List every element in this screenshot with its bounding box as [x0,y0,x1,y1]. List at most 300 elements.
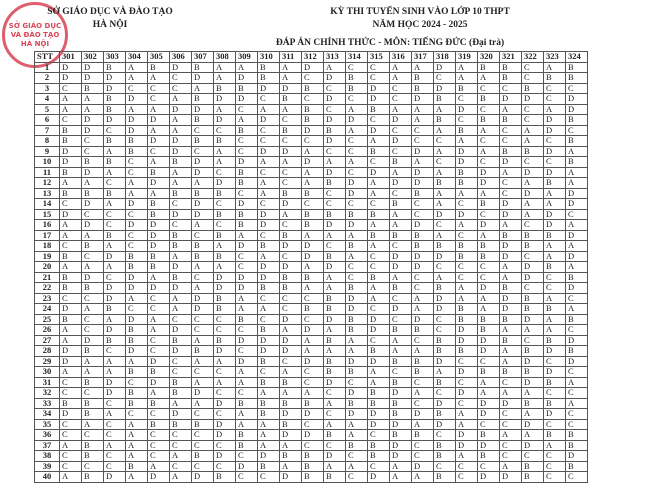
answer-cell: B [148,398,170,409]
answer-cell: D [302,356,324,367]
answer-cell: D [236,356,258,367]
answer-cell: A [390,346,412,357]
answer-cell: A [434,104,456,115]
answer-cell: C [478,356,500,367]
answer-cell: D [434,83,456,94]
answer-cell: C [456,262,478,273]
table-row [35,367,588,378]
answer-cell: A [192,283,214,294]
column-header-code: 320 [478,52,500,63]
answer-cell: B [170,230,192,241]
answer-cell: D [170,62,192,73]
answer-cell: A [302,388,324,399]
answer-cell: C [214,199,236,210]
answer-cell: C [346,146,368,157]
answer-cell: C [324,388,346,399]
answer-cell: C [390,367,412,378]
answer-cell: C [522,157,544,168]
answer-cell: B [522,367,544,378]
answer-cell: B [500,73,522,84]
answer-cell: B [192,251,214,262]
answer-cell: A [280,388,302,399]
answer-cell: A [522,430,544,441]
answer-cell: D [434,62,456,73]
answer-cell: A [214,241,236,252]
answer-cell: A [302,335,324,346]
answer-cell: A [258,440,280,451]
answer-cell: C [544,356,566,367]
answer-cell: B [236,398,258,409]
answer-cell: A [478,230,500,241]
answer-cell: D [280,262,302,273]
answer-cell: A [60,367,82,378]
answer-cell: D [170,325,192,336]
answer-cell: B [566,157,588,168]
answer-cell: A [544,314,566,325]
answer-cell: D [456,104,478,115]
answer-cell: D [126,272,148,283]
answer-cell: A [522,209,544,220]
answer-cell: D [456,430,478,441]
table-row [35,230,588,241]
answer-cell: D [192,157,214,168]
answer-cell: B [170,335,192,346]
answer-cell: A [236,230,258,241]
answer-cell: B [148,167,170,178]
answer-cell: C [412,209,434,220]
answer-cell: C [170,83,192,94]
answer-cell: B [566,430,588,441]
answer-cell: A [544,104,566,115]
answer-cell: D [412,220,434,231]
org-city: HÀ NỘI [92,20,128,30]
answer-cell: A [192,335,214,346]
answer-cell: B [258,356,280,367]
answer-cell: A [126,356,148,367]
answer-cell: D [60,304,82,315]
answer-cell: A [280,209,302,220]
answer-cell: A [60,335,82,346]
question-number: 9 [35,146,60,157]
answer-cell: B [82,157,104,168]
answer-cell: A [478,304,500,315]
answer-cell: A [434,272,456,283]
answer-cell: B [126,461,148,472]
answer-cell: D [478,167,500,178]
answer-cell: B [60,251,82,262]
answer-cell: B [280,230,302,241]
answer-cell: A [412,115,434,126]
answer-cell: D [82,62,104,73]
answer-cell: D [192,388,214,399]
answer-cell: D [456,388,478,399]
answer-cell: C [126,377,148,388]
answer-cell: C [302,136,324,147]
question-number: 27 [35,335,60,346]
answer-cell: A [522,125,544,136]
answer-cell: B [236,430,258,441]
question-number: 25 [35,314,60,325]
answer-cell: A [148,104,170,115]
answer-cell: C [126,241,148,252]
answer-cell: C [258,199,280,210]
answer-cell: C [214,367,236,378]
column-header-code: 311 [280,52,302,63]
answer-cell: D [60,209,82,220]
answer-cell: B [478,251,500,262]
answer-cell: D [522,356,544,367]
table-row [35,157,588,168]
answer-cell: D [368,314,390,325]
answer-cell: B [60,125,82,136]
answer-cell: D [324,136,346,147]
answer-cell: B [368,346,390,357]
answer-cell: A [368,293,390,304]
answer-cell: A [434,199,456,210]
answer-cell: A [302,167,324,178]
answer-cell: B [148,262,170,273]
answer-cell: A [324,230,346,241]
answer-cell: A [258,104,280,115]
answer-cell: D [192,73,214,84]
answer-cell: B [390,283,412,294]
answer-cell: B [456,241,478,252]
answer-cell: C [544,272,566,283]
answer-cell: C [412,398,434,409]
answer-cell: D [104,377,126,388]
answer-cell: A [214,146,236,157]
answer-cell: D [104,388,126,399]
answer-cell: C [522,335,544,346]
answer-cell: C [522,451,544,462]
answer-cell: A [302,262,324,273]
answer-cell: A [390,472,412,483]
answer-cell: B [280,419,302,430]
answer-cell: D [104,115,126,126]
answer-cell: A [434,167,456,178]
answer-cell: B [478,325,500,336]
answer-cell: D [500,472,522,483]
answer-cell: C [478,209,500,220]
column-header-code: 319 [456,52,478,63]
answer-cell: A [456,136,478,147]
answer-cell: B [324,430,346,441]
answer-cell: A [104,262,126,273]
table-row [35,220,588,231]
answer-cell: D [522,188,544,199]
answer-cell: D [126,199,148,210]
answer-cell: C [104,220,126,231]
answer-cell: C [390,94,412,105]
answer-cell: C [390,241,412,252]
answer-cell: C [170,314,192,325]
answer-cell: A [346,430,368,441]
answer-cell: D [434,398,456,409]
answer-cell: B [390,409,412,420]
answer-cell: A [126,419,148,430]
answer-cell: C [192,440,214,451]
answer-cell: B [280,125,302,136]
answer-cell: A [82,94,104,105]
answer-cell: D [192,104,214,115]
answer-cell: D [522,314,544,325]
answer-cell: D [412,94,434,105]
question-number: 14 [35,199,60,210]
table-row [35,430,588,441]
answer-cell: D [500,241,522,252]
question-number: 32 [35,388,60,399]
answer-cell: B [390,157,412,168]
answer-cell: B [522,241,544,252]
answer-cell: D [434,356,456,367]
question-number: 26 [35,325,60,336]
answer-cell: C [412,283,434,294]
answer-cell: A [324,419,346,430]
answer-cell: B [192,419,214,430]
answer-cell: B [434,377,456,388]
answer-cell: D [412,409,434,420]
answer-cell: B [390,199,412,210]
column-header-code: 309 [236,52,258,63]
column-header-code: 323 [544,52,566,63]
answer-cell: D [82,199,104,210]
answer-cell: C [60,451,82,462]
answer-cell: C [368,199,390,210]
issuing-organization [40,6,180,32]
answer-cell: D [192,167,214,178]
answer-cell: C [302,367,324,378]
answer-cell: A [522,388,544,399]
answer-cell: D [258,220,280,231]
answer-cell: D [456,157,478,168]
answer-cell: B [236,83,258,94]
column-header-code: 302 [82,52,104,63]
answer-cell: B [170,241,192,252]
answer-cell: A [236,367,258,378]
table-row [35,356,588,367]
answer-cell: A [170,167,192,178]
question-number: 11 [35,167,60,178]
answer-cell: C [434,461,456,472]
answer-cell: C [500,377,522,388]
answer-cell: B [104,188,126,199]
answer-cell: A [434,188,456,199]
answer-cell: A [148,272,170,283]
answer-cell: D [566,104,588,115]
question-number: 5 [35,104,60,115]
answer-cell: D [500,293,522,304]
answer-cell: C [368,115,390,126]
answer-cell: D [478,178,500,189]
answer-cell: D [324,73,346,84]
answer-cell: C [258,230,280,241]
answer-cell: B [544,262,566,273]
answer-cell: C [214,220,236,231]
answer-cell: C [412,451,434,462]
answer-cell: A [324,398,346,409]
answer-cell: A [412,304,434,315]
answer-cell: A [566,167,588,178]
answer-cell: D [368,125,390,136]
column-header-code: 303 [104,52,126,63]
answer-cell: A [214,62,236,73]
answer-cell: A [412,472,434,483]
answer-cell: C [170,430,192,441]
answer-cell: D [126,125,148,136]
answer-cell: B [324,251,346,262]
answer-cell: C [192,146,214,157]
answer-cell: C [566,419,588,430]
answer-cell: C [500,136,522,147]
answer-cell: C [82,146,104,157]
answer-cell: A [456,419,478,430]
answer-cell: D [544,167,566,178]
answer-cell: C [236,325,258,336]
answer-cell: D [126,94,148,105]
answer-cell: C [368,157,390,168]
answer-cell: C [478,104,500,115]
answer-cell: D [192,304,214,315]
answer-cell: D [412,167,434,178]
answer-cell: D [390,440,412,451]
answer-cell: C [258,472,280,483]
answer-cell: A [346,125,368,136]
answer-cell: A [456,62,478,73]
answer-cell: D [324,451,346,462]
answer-cell: B [522,293,544,304]
answer-cell: C [522,104,544,115]
table-row [35,104,588,115]
answer-cell: B [302,272,324,283]
answer-cell: B [302,83,324,94]
answer-cell: B [390,230,412,241]
answer-cell: C [302,377,324,388]
answer-cell: D [522,94,544,105]
answer-cell: C [82,388,104,399]
answer-cell: B [500,335,522,346]
answer-cell: D [522,262,544,273]
answer-cell: C [104,346,126,357]
answer-cell: B [544,178,566,189]
answer-cell: D [82,335,104,346]
answer-cell: B [126,136,148,147]
answer-cell: C [214,440,236,451]
column-header-code: 322 [522,52,544,63]
answer-cell: C [434,136,456,147]
answer-cell: D [258,262,280,273]
answer-cell: C [148,146,170,157]
answer-cell: C [126,167,148,178]
answer-cell: B [324,472,346,483]
answer-cell: A [148,73,170,84]
answer-cell: C [126,157,148,168]
answer-cell: C [324,146,346,157]
answer-cell: D [236,199,258,210]
answer-cell: A [368,188,390,199]
answer-cell: B [456,346,478,357]
answer-cell: C [500,451,522,462]
answer-cell: A [456,409,478,420]
answer-cell: A [390,461,412,472]
answer-cell: A [390,272,412,283]
answer-cell: A [148,388,170,399]
answer-cell: B [346,209,368,220]
answer-cell: A [434,125,456,136]
answer-cell: A [368,178,390,189]
answer-cell: A [544,293,566,304]
answer-cell: D [60,146,82,157]
answer-cell: C [456,461,478,472]
answer-cell: D [148,241,170,252]
answer-cell: A [324,157,346,168]
table-row [35,335,588,346]
answer-cell: B [324,293,346,304]
column-header-code: 301 [60,52,82,63]
answer-cell: C [544,388,566,399]
answer-cell: C [456,94,478,105]
answer-cell: B [258,461,280,472]
answer-cell: B [368,440,390,451]
answer-cell: C [302,199,324,210]
answer-cell: B [258,398,280,409]
table-row [35,388,588,399]
answer-cell: A [390,62,412,73]
answer-cell: B [566,461,588,472]
answer-cell: B [500,62,522,73]
answer-cell: B [522,146,544,157]
answer-cell: C [522,115,544,126]
answer-cell: B [82,409,104,420]
answer-cell: B [214,293,236,304]
answer-cell: D [170,262,192,273]
answer-cell: C [82,461,104,472]
answer-cell: A [192,220,214,231]
answer-cell: C [170,367,192,378]
answer-cell: B [126,335,148,346]
answer-cell: A [302,146,324,157]
answer-cell: A [192,178,214,189]
answer-cell: A [192,356,214,367]
answer-cell: C [192,430,214,441]
answer-cell: D [82,272,104,283]
answer-cell: D [280,472,302,483]
answer-cell: B [390,398,412,409]
answer-cell: B [126,398,148,409]
answer-cell: A [126,472,148,483]
answer-cell: A [192,377,214,388]
answer-cell: B [170,388,192,399]
answer-cell: D [412,461,434,472]
answer-cell: B [346,73,368,84]
answer-cell: C [236,251,258,262]
answer-cell: D [500,398,522,409]
answer-cell: D [192,472,214,483]
answer-cell: C [456,272,478,283]
answer-cell: D [258,451,280,462]
answer-cell: D [302,62,324,73]
table-row [35,262,588,273]
answer-cell: B [346,325,368,336]
answer-cell: A [170,178,192,189]
answer-cell: D [500,94,522,105]
answer-cell: A [236,377,258,388]
answer-cell: B [390,325,412,336]
answer-cell: D [324,220,346,231]
answer-cell: D [390,451,412,462]
answer-cell: B [346,440,368,451]
table-row [35,419,588,430]
column-header-code: 317 [412,52,434,63]
